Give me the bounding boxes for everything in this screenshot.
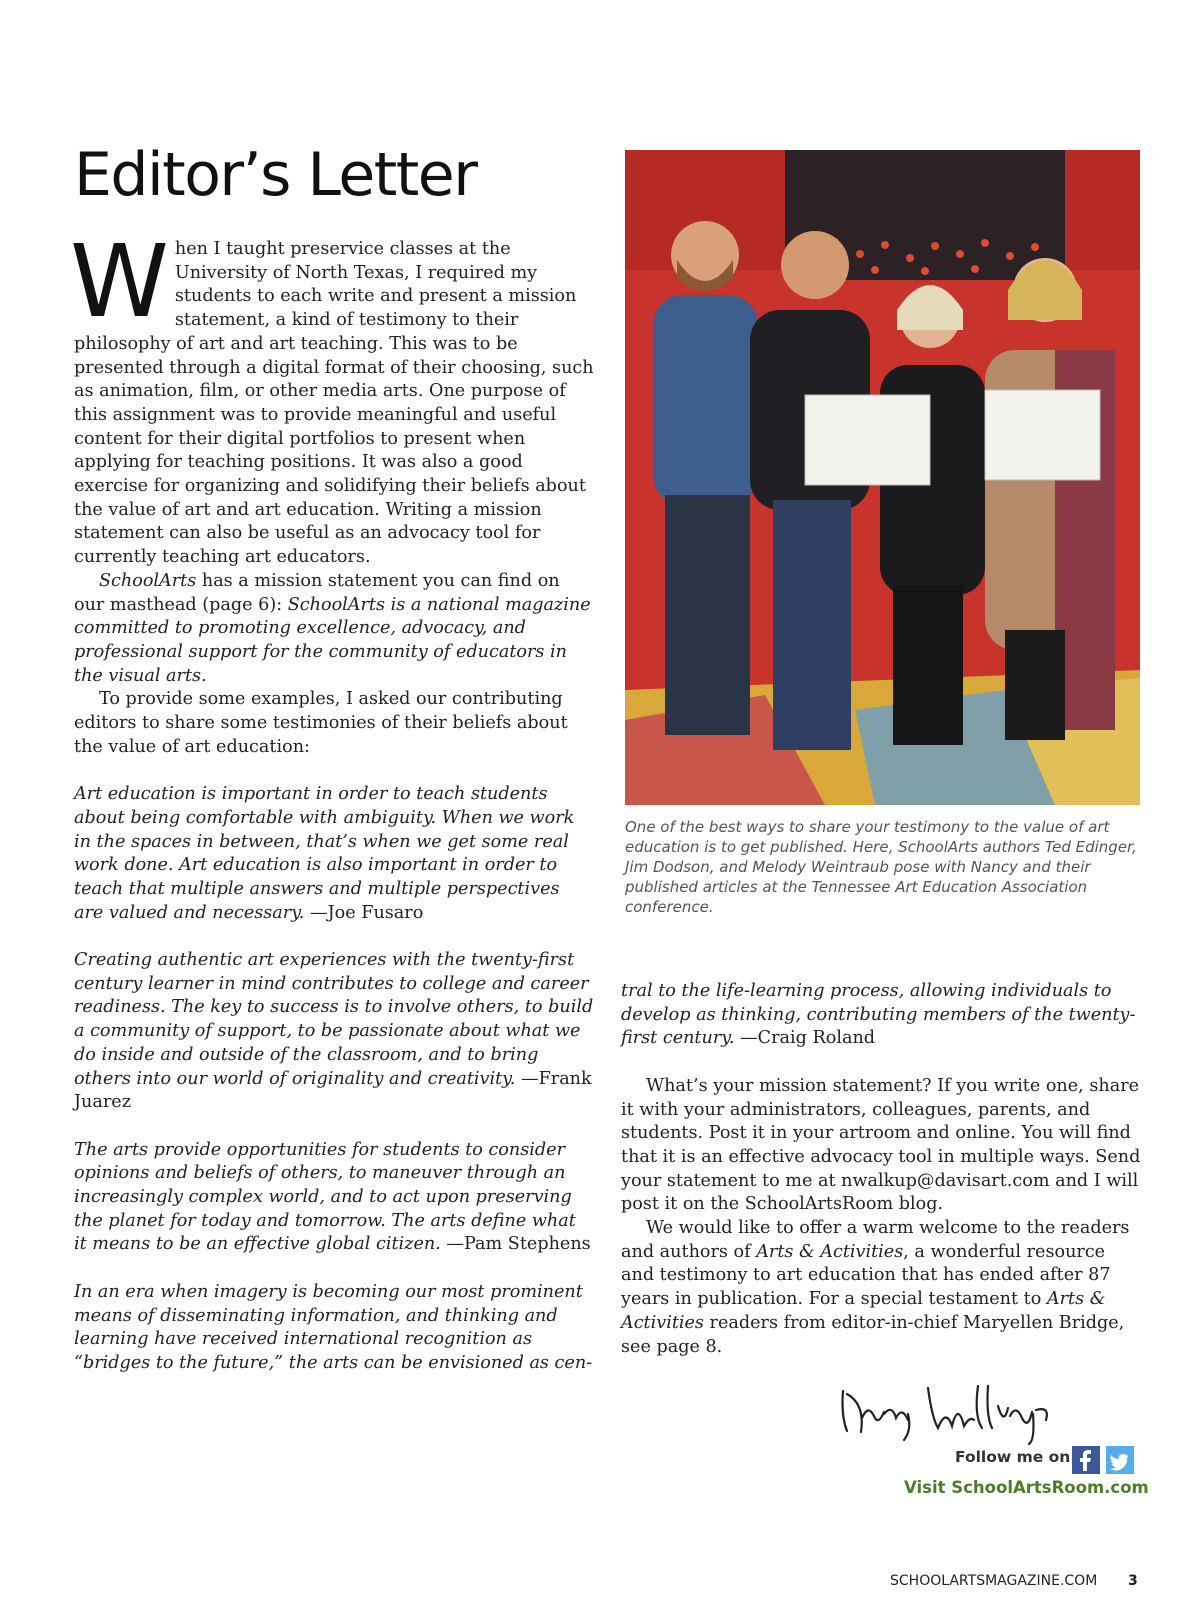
footer-site: SCHOOLARTSMAGAZINE.COM bbox=[890, 1573, 1098, 1589]
photo-caption: One of the best ways to share your testimony to the value of art education is to get published. Here, SchoolArts authors Ted Edinger, Jim Dodson, and Melody Weintraub pose with Nancy and their published articles at the Tennessee Art Education Association conference. bbox=[625, 818, 1137, 916]
page-number: 3 bbox=[1128, 1573, 1138, 1589]
mission-statement: SchoolArts is a national magazine committed to promoting excellence, advocacy, and professional support for the community of educators in the visual arts. bbox=[74, 594, 591, 686]
drop-cap: W bbox=[70, 223, 169, 340]
testimony-roland-end bbox=[621, 980, 1141, 1051]
publication-name: Arts & Activities bbox=[621, 1289, 1106, 1333]
testimony-author: —Craig Roland bbox=[734, 1028, 876, 1049]
testimony-quote: The arts provide opportunities for students to consider opinions and beliefs of others, to maneuver through an increasingly complex world, and to act upon preserving the planet for today and tomorrow. The arts define what it means to be an effective global citizen. bbox=[74, 1139, 576, 1255]
article-right-column bbox=[621, 980, 1141, 1359]
intro-paragraph bbox=[70, 223, 594, 570]
testimony-author: —Pam Stephens bbox=[440, 1234, 591, 1255]
group-photo-illustration bbox=[625, 150, 1140, 805]
follow-label: Follow me on bbox=[955, 1448, 1071, 1466]
testimony-author: —Frank Juarez bbox=[74, 1068, 592, 1113]
testimony-quote: In an era when imagery is becoming our most prominent means of disseminating information, and thinking and learning have received international recognition as “bridges to the future,” the arts can be envisioned as cen- bbox=[74, 1281, 593, 1373]
intro-text: hen I taught preservice classes at the University of North Texas, I required my students to each write and present a mission statement, a kind of testimony to their philosophy of art and art teaching. This was to be presented through a digital format of their choosing, such as animation, film, or other media arts. One purpose of this assignment was to provide meaningful and useful content for their digital portfolios to present when applying for teaching positions. It was also a good exercise for organizing and solidifying their beliefs about the value of art and art education. Writing a mission statement can also be useful as an advocacy tool for currently teaching art educators. bbox=[74, 239, 594, 568]
closing-text: We would like to offer a warm welcome to the readers and authors of bbox=[621, 1218, 1130, 1262]
photo-editor-with-authors bbox=[625, 150, 1140, 805]
editor-signature bbox=[838, 1376, 1078, 1446]
closing-paragraph-1: What’s your mission statement? If you write one, share it with your administrators, colleagues, parents, and students. Post it in your artroom and online. You will find that it is an effective advocacy tool in multiple ways. Send your statement to me at nwalkup@davisart.com and I will post it on the SchoolArtsRoom blog. bbox=[621, 1075, 1141, 1215]
blog-link[interactable]: Visit SchoolArtsRoom.com bbox=[904, 1478, 1149, 1497]
page-title: Editor’s Letter bbox=[74, 140, 477, 210]
facebook-icon[interactable] bbox=[1072, 1446, 1100, 1474]
closing-text: , a wonderful resource and testimony to art education that has ended after 87 years in publication. For a special testament to bbox=[621, 1241, 1111, 1310]
closing-text: readers from editor-in-chief Maryellen Bridge, see page 8. bbox=[621, 1312, 1125, 1357]
testimony-stephens bbox=[74, 1139, 594, 1258]
examples-intro: To provide some examples, I asked our contributing editors to share some testimonies of their beliefs about the value of art education: bbox=[74, 689, 568, 757]
testimony-fusaro bbox=[74, 783, 594, 925]
mission-paragraph bbox=[74, 570, 594, 689]
twitter-icon[interactable] bbox=[1106, 1446, 1134, 1474]
publication-name: Arts & Activities bbox=[756, 1241, 904, 1262]
article-left-column bbox=[70, 223, 594, 1376]
testimony-author: —Joe Fusaro bbox=[304, 902, 424, 923]
closing-paragraph-2 bbox=[621, 1217, 1141, 1359]
magazine-name: SchoolArts bbox=[99, 570, 197, 591]
testimony-roland-start bbox=[74, 1281, 594, 1376]
testimony-quote: Art education is important in order to teach students about being comfortable with ambiguity. When we work in the spaces in between, that’s when we get some real work done. Art education is also important in order to teach that multiple answers and multiple perspectives are valued and necessary. bbox=[74, 784, 575, 923]
testimony-quote: tral to the life-learning process, allowing individuals to develop as thinking, contributing members of the twenty-first century. bbox=[621, 981, 1136, 1049]
testimony-juarez bbox=[74, 949, 594, 1115]
mission-lead: has a mission statement you can find on our masthead (page 6): bbox=[74, 570, 560, 615]
testimony-quote: Creating authentic art experiences with the twenty-first century learner in mind contributes to college and career readiness. The key to success is to involve others, to build a community of support, to be passionate about what we do inside and outside of the classroom, and to bring others into our world of originality and creativity. bbox=[74, 950, 594, 1089]
